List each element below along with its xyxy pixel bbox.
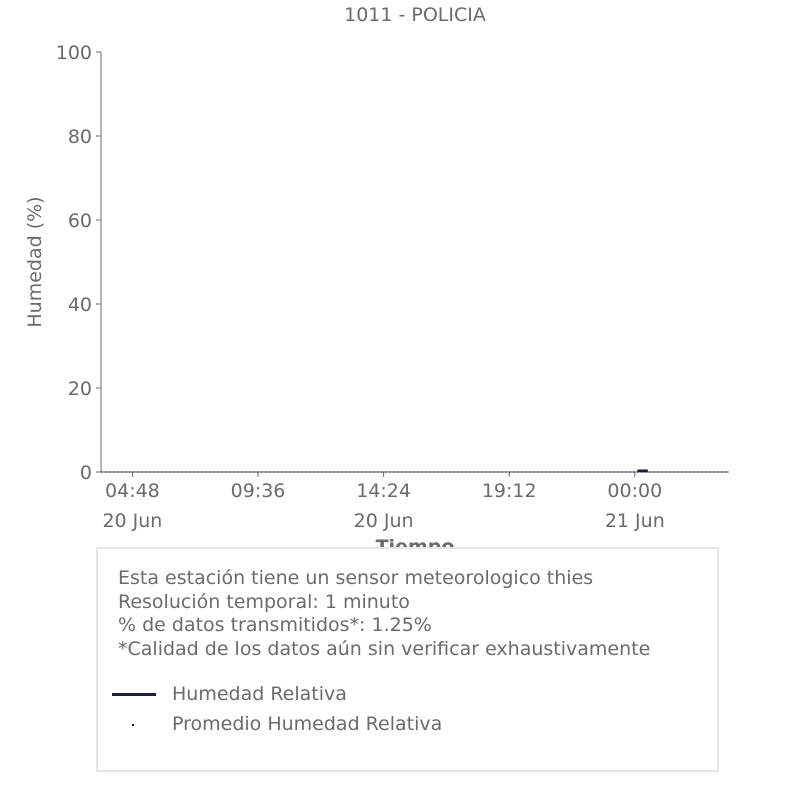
legend-label: Humedad Relativa <box>172 683 347 705</box>
y-tick-label: 100 <box>55 42 92 64</box>
line-swatch-icon <box>110 681 156 711</box>
info-line-station: Esta estación tiene un sensor meteorologico thies <box>118 567 594 589</box>
station-info <box>118 567 650 661</box>
x-tick-date-label: 20 Jun <box>102 510 163 532</box>
x-tick-date-label: 21 Jun <box>604 510 665 532</box>
x-tick-label: 14:24 <box>356 480 411 502</box>
info-line-resolution: Resolución temporal: 1 minuto <box>118 590 410 613</box>
x-axis <box>101 472 729 532</box>
y-axis-label: Humedad (%) <box>24 196 46 328</box>
x-tick-label: 09:36 <box>230 480 286 502</box>
y-axis <box>56 42 101 484</box>
y-tick-label: 80 <box>67 126 92 148</box>
dot-swatch-icon <box>110 711 156 741</box>
y-tick-label: 20 <box>67 378 92 400</box>
x-tick-date-label: 20 Jun <box>353 510 414 532</box>
x-tick-label: 00:00 <box>607 480 663 502</box>
y-tick-label: 60 <box>67 210 92 232</box>
info-line-quality-note: *Calidad de los datos aún sin verificar exhaustivamente <box>118 637 651 660</box>
info-line-transmitted: % de datos transmitidos*: 1.25% <box>118 614 432 636</box>
x-tick-label: 04:48 <box>105 480 160 502</box>
chart-title: 1011 - POLICIA <box>344 4 486 26</box>
x-tick-label: 19:12 <box>481 480 537 502</box>
legend-label: Promedio Humedad Relativa <box>172 713 443 735</box>
y-tick-label: 40 <box>67 294 92 316</box>
legend-box <box>96 547 719 772</box>
y-tick-label: 0 <box>79 462 92 484</box>
